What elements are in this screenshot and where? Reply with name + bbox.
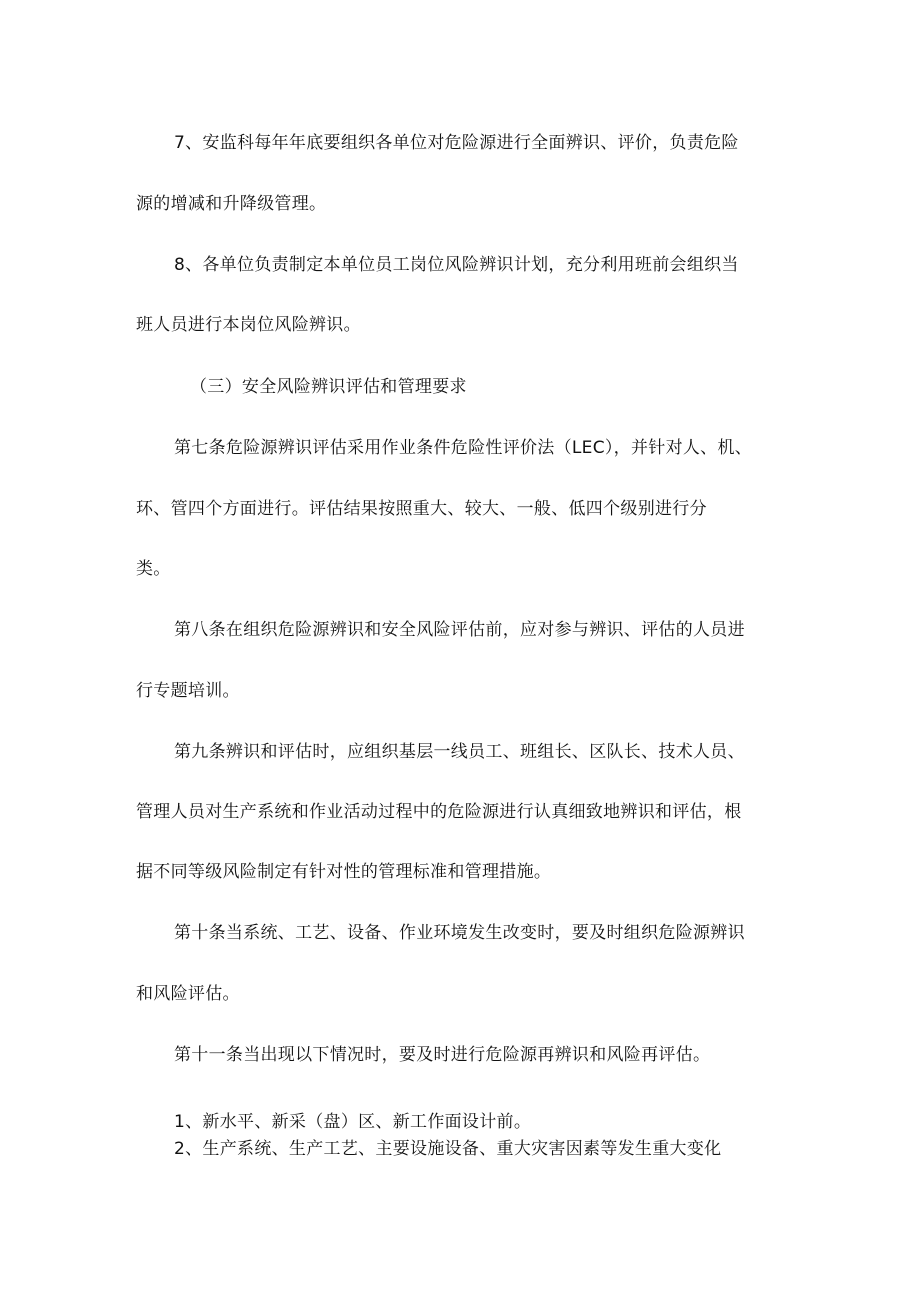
text-line: 第八条在组织危险源辨识和安全风险评估前，应对参与辨识、评估的人员进 xyxy=(174,620,745,640)
text-line: 7、安监科每年年底要组织各单位对危险源进行全面辨识、评价，负责危险 xyxy=(174,133,739,153)
section-heading: （三）安全风险辨识评估和管理要求 xyxy=(190,377,467,397)
text-line: 行专题培训。 xyxy=(136,681,240,701)
text-line: 源的增减和升降级管理。 xyxy=(136,194,327,214)
text-line: 和风险评估。 xyxy=(136,984,240,1004)
text-line: 第九条辨识和评估时，应组织基层一线员工、班组长、区队长、技术人员、 xyxy=(174,742,745,762)
text-line: 类。 xyxy=(136,559,171,579)
text-line: 第十条当系统、工艺、设备、作业环境发生改变时，要及时组织危险源辨识 xyxy=(174,923,745,943)
text-line: 班人员进行本岗位风险辨识。 xyxy=(136,315,361,335)
text-line: 管理人员对生产系统和作业活动过程中的危险源进行认真细致地辨识和评估，根 xyxy=(136,802,742,822)
text-line: 据不同等级风险制定有针对性的管理标准和管理措施。 xyxy=(136,862,552,882)
text-line: 环、管四个方面进行。评估结果按照重大、较大、一般、低四个级别进行分 xyxy=(136,499,707,519)
text-line: 第七条危险源辨识评估采用作业条件危险性评价法（LEC），并针对人、机、 xyxy=(174,438,753,458)
text-line: 8、各单位负责制定本单位员工岗位风险辨识计划，充分利用班前会组织当 xyxy=(174,255,739,275)
text-line: 第十一条当出现以下情况时，要及时进行危险源再辨识和风险再评估。 xyxy=(174,1045,711,1065)
list-item: 2、生产系统、生产工艺、主要设施设备、重大灾害因素等发生重大变化 xyxy=(174,1139,722,1159)
list-item: 1、新水平、新采（盘）区、新工作面设计前。 xyxy=(174,1112,532,1132)
